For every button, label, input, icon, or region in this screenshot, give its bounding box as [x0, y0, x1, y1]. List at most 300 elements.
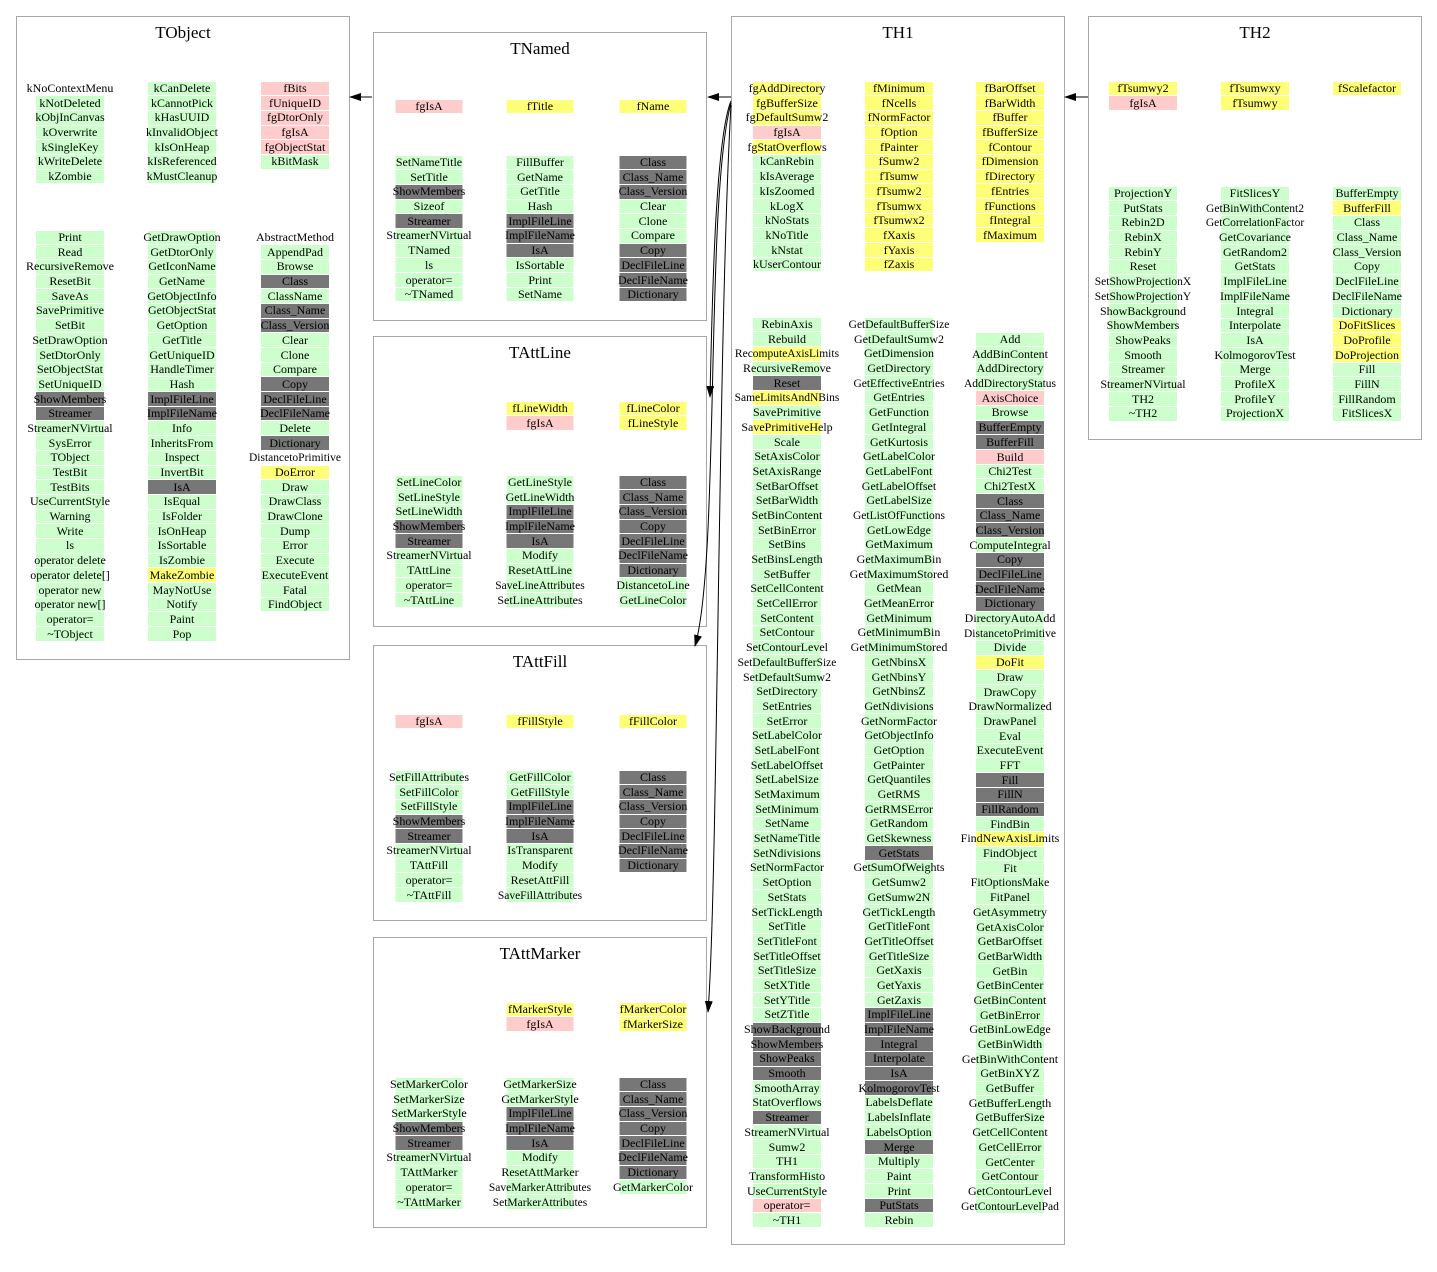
member-name: TestBit: [52, 465, 88, 479]
member-name: GetNbinsZ: [872, 684, 926, 699]
member-function[interactable]: [10, 421, 130, 436]
member-name: ImplFileLine: [867, 1007, 931, 1022]
member-name: Browse: [276, 259, 314, 274]
member-function[interactable]: [950, 1052, 1070, 1067]
member-name: DrawNormalized: [968, 699, 1052, 714]
member-name: fgIsA: [281, 125, 309, 140]
member-name: fLineStyle: [627, 415, 679, 430]
member-name: Print: [58, 230, 82, 244]
member-name: SetName: [765, 816, 809, 831]
member-name: fLineColor: [626, 401, 680, 415]
member-name: SetTitleSize: [757, 963, 817, 978]
member-name: fName: [636, 99, 670, 113]
member-function[interactable]: [839, 332, 959, 347]
member-name: AppendPad: [267, 244, 323, 259]
member-name: fZaxis: [883, 257, 915, 272]
member-name: ImplFileLine: [508, 504, 572, 519]
member-name: GetBinLowEdge: [969, 1022, 1051, 1037]
member-name: fTsumwx: [876, 198, 922, 213]
member-name: IsA: [531, 828, 549, 843]
member-name: kWriteDelete: [37, 154, 103, 169]
member-name: TH1: [776, 1154, 798, 1169]
member-name: KolmogorovTest: [1214, 347, 1296, 362]
member-name: kZombie: [48, 169, 92, 184]
member-name: Modify: [522, 1150, 558, 1165]
member-name: DeclFileLine: [621, 533, 685, 548]
member-function[interactable]: [727, 361, 847, 376]
member-function[interactable]: [950, 376, 1070, 391]
member-name: DeclFileName: [618, 843, 688, 858]
member-name: SetOption: [762, 875, 812, 890]
member-name: GetEffectiveEntries: [853, 377, 945, 390]
member-name: fgIsA: [526, 1016, 554, 1031]
member-name: DeclFileName: [618, 1150, 688, 1165]
member-name: kMustCleanup: [146, 169, 218, 184]
member-function[interactable]: [950, 611, 1070, 626]
member-name: fTsumwxy: [1229, 81, 1281, 95]
data-member[interactable]: [10, 81, 130, 96]
member-name: FFT: [999, 757, 1021, 772]
member-name: fFillColor: [628, 714, 677, 728]
member-name: GetNbinsY: [871, 669, 927, 684]
member-name: GetBinWithContent: [961, 1051, 1059, 1066]
member-name: Class_Name: [622, 1091, 684, 1106]
member-name: IsEqual: [163, 494, 201, 509]
member-name: GetLabelFont: [865, 463, 933, 478]
member-name: DoProjection: [1335, 347, 1399, 362]
member-function[interactable]: [950, 1199, 1070, 1214]
member-name: GetDimension: [864, 346, 934, 361]
member-name: Class: [281, 274, 308, 289]
member-name: Dictionary: [627, 563, 679, 578]
member-function[interactable]: [950, 626, 1070, 641]
member-name: GetSkewness: [866, 831, 932, 846]
member-function[interactable]: [727, 390, 847, 405]
member-name: TH2: [1132, 391, 1154, 406]
member-name: GetBarOffset: [977, 934, 1043, 949]
member-name: GetBufferLength: [968, 1095, 1052, 1110]
member-name: GetContour: [981, 1169, 1039, 1184]
member-name: Fill: [1001, 772, 1019, 787]
member-name: ComputeIntegral: [969, 537, 1051, 552]
member-name: Class: [639, 475, 666, 489]
member-name: GetPainter: [873, 757, 925, 772]
member-name: GetStats: [878, 845, 920, 860]
member-name: GetObjectStat: [148, 303, 216, 318]
member-name: SetLabelSize: [755, 772, 819, 787]
member-name: IsA: [890, 1066, 908, 1081]
member-name: fgAddDirectory: [748, 81, 826, 95]
member-name: LabelsDeflate: [865, 1095, 933, 1110]
member-name: fBits: [283, 81, 307, 95]
member-name: TAttLine: [407, 563, 451, 578]
member-name: Smooth: [768, 1066, 806, 1081]
member-name: Build: [996, 449, 1024, 464]
member-name: StatOverflows: [752, 1095, 822, 1110]
member-name: Dictionary: [627, 858, 679, 873]
member-name: DistancetoPrimitive: [964, 627, 1056, 640]
member-name: Reset: [1129, 259, 1157, 274]
member-name: Dictionary: [1341, 303, 1393, 318]
member-name: GetZaxis: [877, 992, 921, 1007]
member-function[interactable]: [1083, 377, 1203, 392]
member-function[interactable]: [727, 1022, 847, 1037]
member-name: IsZombie: [159, 553, 205, 568]
member-name: DeclFileLine: [1335, 274, 1399, 289]
member-name: DeclFileLine: [263, 391, 327, 406]
member-name: ImplFileLine: [150, 391, 214, 406]
member-name: Class_Version: [975, 522, 1045, 537]
member-name: Draw: [281, 479, 309, 494]
member-name: GetDtorOnly: [150, 244, 214, 259]
member-name: SetUniqueID: [38, 376, 102, 391]
member-name: kCanRebin: [760, 154, 814, 169]
member-name: Merge: [883, 1139, 915, 1154]
member-name: ShowMembers: [392, 519, 466, 534]
member-name: GetAsymmetry: [973, 904, 1047, 919]
member-name: Class_Version: [618, 184, 688, 199]
member-name: GetIntegral: [871, 419, 927, 434]
member-name: Class_Name: [264, 303, 326, 318]
member-name: Execute: [275, 553, 315, 568]
member-name: IsFolder: [162, 509, 202, 524]
member-name: Inspect: [164, 450, 200, 465]
member-name: kCannotPick: [151, 95, 213, 110]
member-name: Streamer: [407, 828, 451, 843]
member-name: GetCenter: [985, 1154, 1035, 1169]
member-name: SetLineStyle: [398, 489, 460, 504]
member-name: kLogX: [770, 198, 804, 213]
member-function[interactable]: [839, 567, 959, 582]
member-name: GetAxisColor: [976, 919, 1044, 934]
member-name: GetQuantiles: [867, 772, 931, 787]
member-function[interactable]: [10, 259, 130, 274]
member-name: Class: [1353, 215, 1380, 230]
member-name: DoFitSlices: [1338, 318, 1396, 333]
member-name: Delete: [279, 420, 311, 435]
member-name: SetNormFactor: [750, 860, 824, 875]
member-name: fgDefaultSumw2: [745, 110, 829, 125]
member-name: ImplFileLine: [508, 213, 572, 228]
member-name: GetBarWidth: [977, 948, 1043, 963]
member-name: Streamer: [1121, 362, 1165, 377]
member-name: GetTitle: [520, 184, 560, 199]
member-function[interactable]: [369, 228, 489, 243]
member-name: operator delete[]: [30, 567, 110, 582]
member-name: GetIconName: [148, 259, 216, 274]
member-name: Dictionary: [627, 1165, 679, 1180]
member-name: fgIsA: [1129, 95, 1157, 110]
member-function[interactable]: [950, 831, 1070, 846]
member-name: Streamer: [48, 406, 92, 421]
member-name: GetBuffer: [985, 1081, 1035, 1096]
member-name: Reset: [773, 375, 801, 390]
member-name: fTsumw2: [876, 183, 922, 198]
member-name: ImplFileName: [505, 1121, 575, 1136]
member-name: Sumw2: [768, 1139, 806, 1154]
member-name: SetShowProjectionX: [1094, 276, 1192, 289]
member-name: Class: [639, 1077, 666, 1091]
member-name: FindBin: [990, 816, 1030, 831]
member-name: IsA: [531, 533, 549, 548]
member-name: kNstat: [771, 242, 803, 257]
member-function[interactable]: [727, 420, 847, 435]
member-name: kOverwrite: [42, 125, 98, 140]
member-name: GetCovariance: [1219, 230, 1291, 245]
member-name: GetDirectory: [867, 361, 931, 376]
member-name: fTsumw: [879, 169, 919, 184]
member-name: GetSumw2N: [867, 889, 931, 904]
member-name: GetLabelSize: [866, 493, 932, 508]
member-name: DrawClass: [268, 494, 322, 509]
member-name: ShowMembers: [1106, 318, 1180, 333]
member-name: fFunctions: [984, 198, 1036, 213]
member-name: GetFillColor: [509, 770, 571, 784]
member-name: fgIsA: [526, 415, 554, 430]
member-name: SaveFillAttributes: [497, 889, 583, 902]
member-name: kUserContour: [753, 257, 821, 272]
member-name: Hash: [527, 199, 553, 214]
member-name: operator=: [405, 1179, 453, 1194]
member-name: GetMaximumStored: [849, 566, 949, 581]
member-name: Class_Name: [979, 508, 1041, 523]
member-name: LabelsOption: [866, 1124, 932, 1139]
member-function[interactable]: [727, 655, 847, 670]
member-name: GetStats: [1234, 259, 1276, 274]
member-name: kIsZoomed: [759, 183, 815, 198]
member-function[interactable]: [839, 640, 959, 655]
member-name: SetFillAttributes: [388, 770, 469, 784]
member-name: SetFillStyle: [400, 799, 458, 814]
member-function[interactable]: [369, 548, 489, 563]
member-name: GetMinimumStored: [850, 640, 948, 655]
member-name: ls: [65, 538, 74, 553]
member-name: GetCorrelationFactor: [1205, 217, 1305, 230]
member-name: SetZTitle: [764, 1007, 810, 1022]
member-name: fBarWidth: [984, 95, 1036, 110]
member-name: Paint: [169, 611, 195, 626]
arrow-th1-to-tattfill: [695, 103, 731, 646]
member-name: Streamer: [407, 213, 451, 228]
member-name: SetTitleOffset: [753, 948, 821, 963]
member-name: GetTitleOffset: [864, 933, 934, 948]
member-name: GetMarkerColor: [613, 1179, 693, 1194]
member-function[interactable]: [480, 578, 600, 593]
member-name: SetDirectory: [756, 684, 818, 699]
member-name: SetBinContent: [751, 507, 823, 522]
member-name: GetCellError: [978, 1139, 1042, 1154]
member-function[interactable]: [839, 317, 959, 332]
member-name: UseCurrentStyle: [747, 1183, 827, 1198]
member-name: TransformHisto: [748, 1168, 826, 1183]
member-function[interactable]: [1195, 215, 1315, 230]
member-name: fMarkerColor: [619, 1002, 687, 1016]
member-name: SavePrimitiveHelp: [741, 419, 833, 434]
member-name: SetLabelOffset: [750, 757, 824, 772]
member-function[interactable]: [480, 1195, 600, 1210]
member-name: SetDtorOnly: [39, 347, 101, 362]
member-name: Dictionary: [269, 435, 321, 450]
member-name: TAttMarker: [400, 1165, 458, 1180]
member-name: SetBuffer: [763, 566, 811, 581]
member-name: Divide: [993, 640, 1027, 655]
member-name: SetObjectStat: [37, 362, 103, 377]
member-name: Chi2Test: [988, 464, 1032, 479]
member-name: GetOption: [873, 742, 925, 757]
member-function[interactable]: [839, 376, 959, 391]
member-name: ShowMembers: [392, 814, 466, 829]
member-name: operator new: [38, 582, 102, 597]
member-name: GetListOfFunctions: [853, 509, 945, 522]
class-box-tobject: [16, 16, 350, 660]
member-name: ImplFileName: [505, 814, 575, 829]
member-name: fgBufferSize: [756, 95, 818, 110]
member-name: Copy: [1353, 259, 1380, 274]
member-name: TNamed: [408, 243, 450, 258]
member-name: GetName: [159, 274, 205, 289]
member-name: Copy: [639, 1121, 666, 1136]
member-name: Dictionary: [627, 287, 679, 302]
member-name: ls: [424, 257, 433, 272]
member-name: SetBarOffset: [755, 478, 819, 493]
member-name: StreamerNVirtual: [386, 228, 472, 243]
member-name: fDirectory: [985, 169, 1035, 184]
member-name: Merge: [1239, 362, 1271, 377]
member-name: UseCurrentStyle: [30, 494, 110, 509]
member-function[interactable]: [727, 346, 847, 361]
member-name: Streamer: [407, 1135, 451, 1150]
member-name: fTsumwy2: [1117, 81, 1169, 95]
member-name: fLineWidth: [512, 401, 568, 415]
member-name: StreamerNVirtual: [1100, 376, 1186, 391]
member-name: SetDrawOption: [32, 332, 108, 347]
member-name: kNotDeleted: [39, 95, 101, 110]
member-name: Add: [999, 332, 1021, 346]
member-name: GetLineColor: [619, 592, 687, 607]
member-name: SaveLineAttributes: [495, 579, 585, 592]
member-name: ResetBit: [49, 274, 91, 289]
member-name: RebinY: [1124, 244, 1162, 259]
member-name: DeclFileLine: [621, 1135, 685, 1150]
member-name: AddDirectoryStatus: [964, 378, 1056, 391]
member-name: Modify: [522, 858, 558, 873]
member-name: FitOptionsMake: [970, 875, 1050, 890]
member-name: GetTitle: [162, 332, 202, 347]
member-name: AddBinContent: [971, 346, 1048, 361]
member-name: Class_Version: [618, 504, 688, 519]
member-name: ClassName: [267, 288, 323, 303]
member-name: SetStats: [767, 889, 807, 904]
member-name: Compare: [273, 362, 317, 377]
member-name: GetXaxis: [876, 963, 922, 978]
member-name: ImplFileName: [864, 1022, 934, 1036]
member-name: Dictionary: [984, 596, 1036, 611]
member-name: IsSortable: [515, 257, 565, 272]
member-name: TAttFill: [409, 858, 449, 873]
member-function[interactable]: [369, 1150, 489, 1165]
member-name: GetSumw2: [872, 875, 926, 890]
member-name: Draw: [996, 669, 1024, 684]
member-name: LabelsInflate: [867, 1110, 931, 1125]
member-name: GetLabelOffset: [861, 478, 937, 493]
member-name: GetCellContent: [972, 1125, 1048, 1140]
member-function[interactable]: [235, 450, 355, 465]
member-function[interactable]: [369, 843, 489, 858]
member-name: AddDirectory: [976, 361, 1044, 376]
arrow-th1-to-tattmarker: [708, 105, 731, 1012]
member-name: SetMarkerColor: [390, 1077, 468, 1091]
member-function[interactable]: [839, 508, 959, 523]
member-name: Class_Name: [1336, 230, 1398, 245]
member-name: InvertBit: [160, 465, 204, 479]
member-name: GetMinimum: [866, 610, 932, 625]
member-function[interactable]: [1083, 304, 1203, 319]
member-name: ProfileY: [1234, 391, 1276, 406]
member-name: kNoStats: [764, 213, 809, 228]
member-name: HandleTimer: [150, 362, 214, 377]
member-name: SetTitle: [768, 919, 806, 934]
member-name: fgStatOverflows: [747, 139, 827, 154]
member-name: operator delete: [34, 553, 106, 568]
member-name: Eval: [999, 728, 1021, 743]
member-name: SetError: [766, 713, 808, 728]
member-name: GetEntries: [873, 390, 925, 405]
member-name: GetKurtosis: [870, 434, 928, 449]
member-name: GetBufferSize: [975, 1110, 1045, 1125]
member-name: SetBarWidth: [755, 493, 819, 508]
member-name: Rebuild: [768, 331, 806, 346]
member-name: ImplFileName: [505, 228, 575, 243]
member-function[interactable]: [480, 1180, 600, 1195]
class-title: TAttFill: [512, 652, 568, 671]
member-name: ResetAttMarker: [501, 1165, 579, 1180]
member-name: RecursiveRemove: [743, 361, 831, 376]
member-name: fDimension: [981, 154, 1039, 169]
member-name: kObjInCanvas: [35, 110, 105, 125]
member-name: SetContent: [760, 610, 814, 625]
member-name: ImplFileLine: [1223, 274, 1287, 289]
member-name: ImplFileLine: [508, 1106, 572, 1121]
member-name: IsA: [173, 479, 191, 494]
member-name: GetMaximumBin: [856, 552, 942, 566]
member-name: SetLabelColor: [752, 728, 822, 743]
member-function[interactable]: [480, 593, 600, 608]
member-name: fOption: [880, 125, 918, 140]
member-name: ~TH2: [1128, 406, 1158, 421]
member-function[interactable]: [1083, 289, 1203, 304]
member-name: GetName: [517, 169, 563, 184]
member-name: SetXTitle: [763, 977, 811, 992]
member-function[interactable]: [727, 670, 847, 685]
member-name: DrawPanel: [983, 713, 1037, 728]
member-name: StreamerNVirtual: [744, 1124, 830, 1139]
member-name: Class_Version: [260, 318, 330, 333]
member-function[interactable]: [839, 860, 959, 875]
member-name: SetDefaultBufferSize: [737, 656, 837, 669]
member-name: Clone: [280, 347, 310, 362]
member-name: SetMarkerAttributes: [492, 1196, 588, 1209]
member-name: DeclFileName: [260, 406, 330, 421]
class-title: TNamed: [510, 39, 570, 58]
member-function[interactable]: [1195, 201, 1315, 216]
member-function[interactable]: [727, 1125, 847, 1140]
member-name: SetTickLength: [751, 904, 823, 919]
member-name: Clone: [638, 213, 668, 228]
member-name: IsA: [531, 243, 549, 258]
member-name: SetCellContent: [750, 581, 824, 596]
member-name: DeclFileLine: [621, 257, 685, 272]
member-function[interactable]: [1083, 274, 1203, 289]
